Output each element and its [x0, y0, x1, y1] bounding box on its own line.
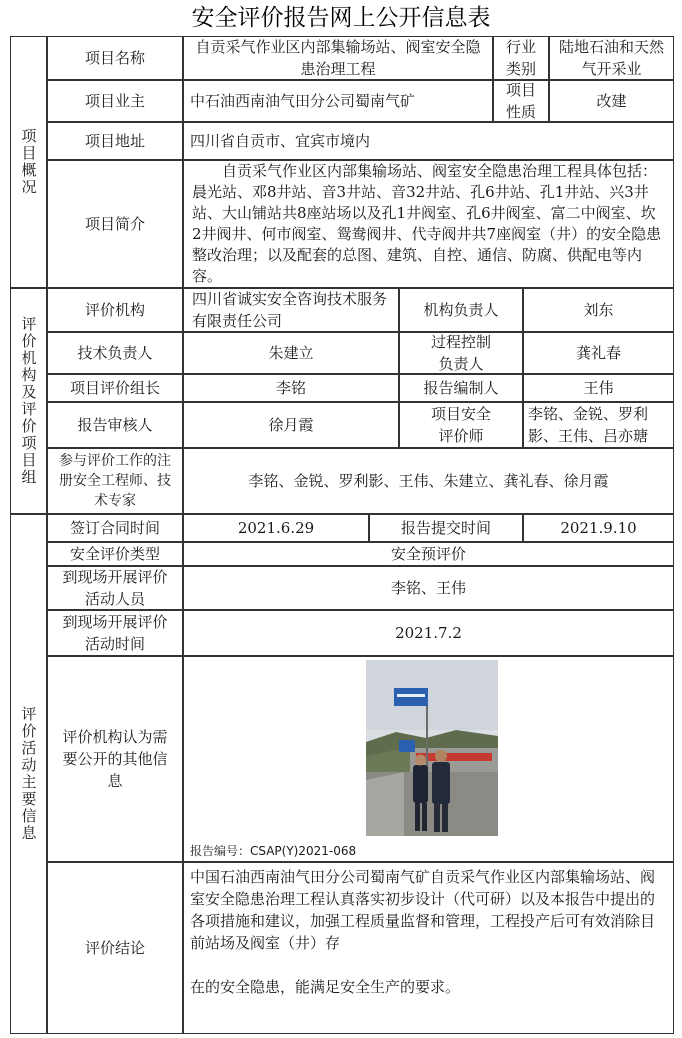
- section-org-label: 评价机构及评价项目组: [10, 288, 47, 514]
- conclusion-cell: [183, 862, 674, 1034]
- reviewer-label: 报告审核人: [47, 402, 183, 448]
- agency-value: 四川省诚实安全咨询技术服务有限责任公司: [183, 288, 399, 332]
- head-value: 刘东: [523, 288, 674, 332]
- contract-value: 2021.6.29: [183, 514, 369, 542]
- report-number: 报告编号：CSAP(Y)2021-068: [190, 844, 357, 858]
- process-label: 过程控制负责人: [399, 332, 523, 374]
- site-time-value: 2021.7.2: [183, 610, 674, 656]
- leader-value: 李铭: [183, 374, 399, 402]
- address-label: 项目地址: [47, 122, 183, 160]
- submit-label: 报告提交时间: [369, 514, 523, 542]
- site-time-label: 到现场开展评价活动时间: [47, 610, 183, 656]
- reviewer-value: 徐月霞: [183, 402, 399, 448]
- process-value: 龚礼春: [523, 332, 674, 374]
- tech-value: 朱建立: [183, 332, 399, 374]
- conclusion-text-1: 中国石油西南油气田分公司蜀南气矿自贡采气作业区内部集输场站、阀室安全隐患治理工程认真落实初步设计（代可研）以及本报告中提出的各项措施和建议，加强工程质量监督和管理，工程投产后可有效消除目前站场及阀室（井）存: [190, 868, 656, 952]
- page-title: 安全评价报告网上公开信息表: [191, 5, 491, 31]
- submit-value: 2021.9.10: [523, 514, 674, 542]
- nature-value: 改建: [549, 80, 674, 122]
- author-label: 报告编制人: [399, 374, 523, 402]
- site-people-value: 李铭、王伟: [183, 566, 674, 610]
- nature-label: 项目性质: [493, 80, 549, 122]
- site-photo: [366, 660, 498, 836]
- industry-label: 行业类别: [493, 36, 549, 80]
- tech-label: 技术负责人: [47, 332, 183, 374]
- address-value: 四川省自贡市、宜宾市境内: [183, 122, 674, 160]
- project-name-label: 项目名称: [47, 36, 183, 80]
- other-label: 评价机构认为需要公开的其他信息: [47, 656, 183, 862]
- assessor-label: 项目安全评价师: [399, 402, 523, 448]
- site-people-label: 到现场开展评价活动人员: [47, 566, 183, 610]
- type-value: 安全预评价: [183, 542, 674, 566]
- experts-value: 李铭、金锐、罗利影、王伟、朱建立、龚礼春、徐月霞: [183, 448, 674, 514]
- contract-label: 签订合同时间: [47, 514, 183, 542]
- conclusion-text-2: 在的安全隐患，能满足安全生产的要求。: [190, 978, 461, 996]
- section-overview-label: 项目概况: [10, 36, 47, 288]
- conclusion-label: 评价结论: [47, 862, 183, 1034]
- type-label: 安全评价类型: [47, 542, 183, 566]
- industry-value: 陆地石油和天然气开采业: [549, 36, 674, 80]
- experts-label: 参与评价工作的注册安全工程师、技术专家: [47, 448, 183, 514]
- brief-value: 自贡采气作业区内部集输场站、阀室安全隐患治理工程具体包括：晨光站、邓8井站、音3井站、音32井站、孔6井站、孔1井站、兴3井站、大山铺站共8座站场以及孔1井阀室、孔6井阀室、富二中阀室、坎2井阀井、何市阀室、鸳鸯阀井、代寺阀井共7座阀室（井）的安全隐患整改治理；以及配套的总图、建筑、自控、通信、防腐、供配电等内容。: [192, 162, 662, 285]
- agency-label: 评价机构: [47, 288, 183, 332]
- owner-value: 中石油西南油气田分公司蜀南气矿: [183, 80, 493, 122]
- brief-cell: [183, 160, 674, 288]
- author-value: 王伟: [523, 374, 674, 402]
- owner-label: 项目业主: [47, 80, 183, 122]
- leader-label: 项目评价组长: [47, 374, 183, 402]
- head-label: 机构负责人: [399, 288, 523, 332]
- section-activity-label: 评价活动主要信息: [10, 514, 47, 1034]
- project-name-value: 自贡采气作业区内部集输场站、阀室安全隐患治理工程: [183, 36, 493, 80]
- assessor-value: 李铭、金锐、罗利影、王伟、吕亦瑭: [523, 402, 674, 448]
- brief-label: 项目简介: [47, 160, 183, 288]
